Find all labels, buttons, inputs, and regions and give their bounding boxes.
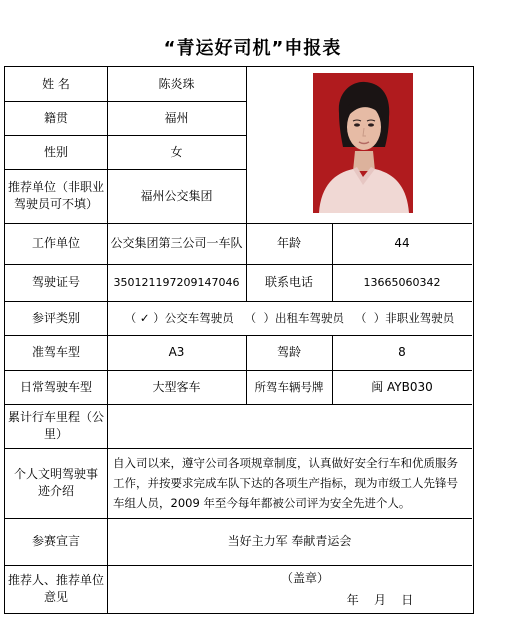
license-label: 驾驶证号 bbox=[31, 275, 80, 289]
portrait-image bbox=[313, 73, 413, 213]
declaration-value: 当好主力军 奉献青运会 bbox=[227, 534, 352, 548]
intro-value: 自入司以来，遵守公司各项规章制度，认真做好安全行车和优质服务工作，并按要求完成车队下达的各项生产指标，现为市级工人先锋号车组人员，2009 年至今每年都被公司评为安全先进个人。 bbox=[113, 456, 458, 510]
gender-value: 女 bbox=[170, 144, 183, 159]
mileage-label: 累计行车里程（公里） bbox=[8, 410, 105, 441]
recommend-unit-value: 福州公交集团 bbox=[140, 188, 213, 203]
date-text: 年 月 日 bbox=[346, 592, 414, 607]
driving-years-label: 驾龄 bbox=[276, 345, 301, 359]
phone-label: 联系电话 bbox=[264, 275, 313, 289]
name-label: 姓 名 bbox=[42, 76, 70, 91]
daily-vehicle-label: 日常驾驶车型 bbox=[19, 379, 92, 394]
category-options: （ ✓ ）公交车驾驶员 （ ）出租车驾驶员 （ ）非职业驾驶员 bbox=[124, 310, 455, 325]
plate-value: 闽 AYB030 bbox=[371, 379, 433, 394]
age-label: 年龄 bbox=[276, 236, 301, 250]
seal-text: （盖章） bbox=[280, 570, 329, 585]
application-form bbox=[4, 66, 474, 614]
category-label: 参评类别 bbox=[31, 310, 80, 325]
mileage-value bbox=[107, 404, 472, 448]
work-unit-label: 工作单位 bbox=[31, 236, 80, 250]
recommend-unit-label: 推荐单位（非职业驾驶员可不填） bbox=[8, 180, 105, 211]
column-divider bbox=[246, 67, 247, 223]
phone-value: 13665060342 bbox=[363, 276, 441, 289]
form-title: “青运好司机”申报表 bbox=[163, 38, 342, 59]
applicant-photo bbox=[313, 73, 413, 213]
daily-vehicle-value: 大型客车 bbox=[152, 379, 201, 394]
native-place-label: 籍贯 bbox=[43, 110, 68, 125]
vehicle-type-label: 准驾车型 bbox=[31, 345, 80, 359]
declaration-label: 参赛宣言 bbox=[31, 534, 80, 548]
name-value: 陈炎珠 bbox=[158, 76, 195, 91]
native-place-value: 福州 bbox=[164, 110, 189, 125]
driving-years-value: 8 bbox=[398, 345, 406, 359]
license-value: 350121197209147046 bbox=[113, 276, 240, 289]
intro-label: 个人文明驾驶事迹介绍 bbox=[13, 467, 98, 498]
vehicle-type-value: A3 bbox=[168, 345, 185, 359]
recommender-label: 推荐人、推荐单位意见 bbox=[8, 573, 105, 604]
plate-label: 所驾车辆号牌 bbox=[254, 379, 324, 394]
work-unit-value: 公交集团第三公司一车队 bbox=[110, 236, 243, 250]
gender-label: 性别 bbox=[43, 144, 68, 159]
age-value: 44 bbox=[394, 236, 410, 250]
